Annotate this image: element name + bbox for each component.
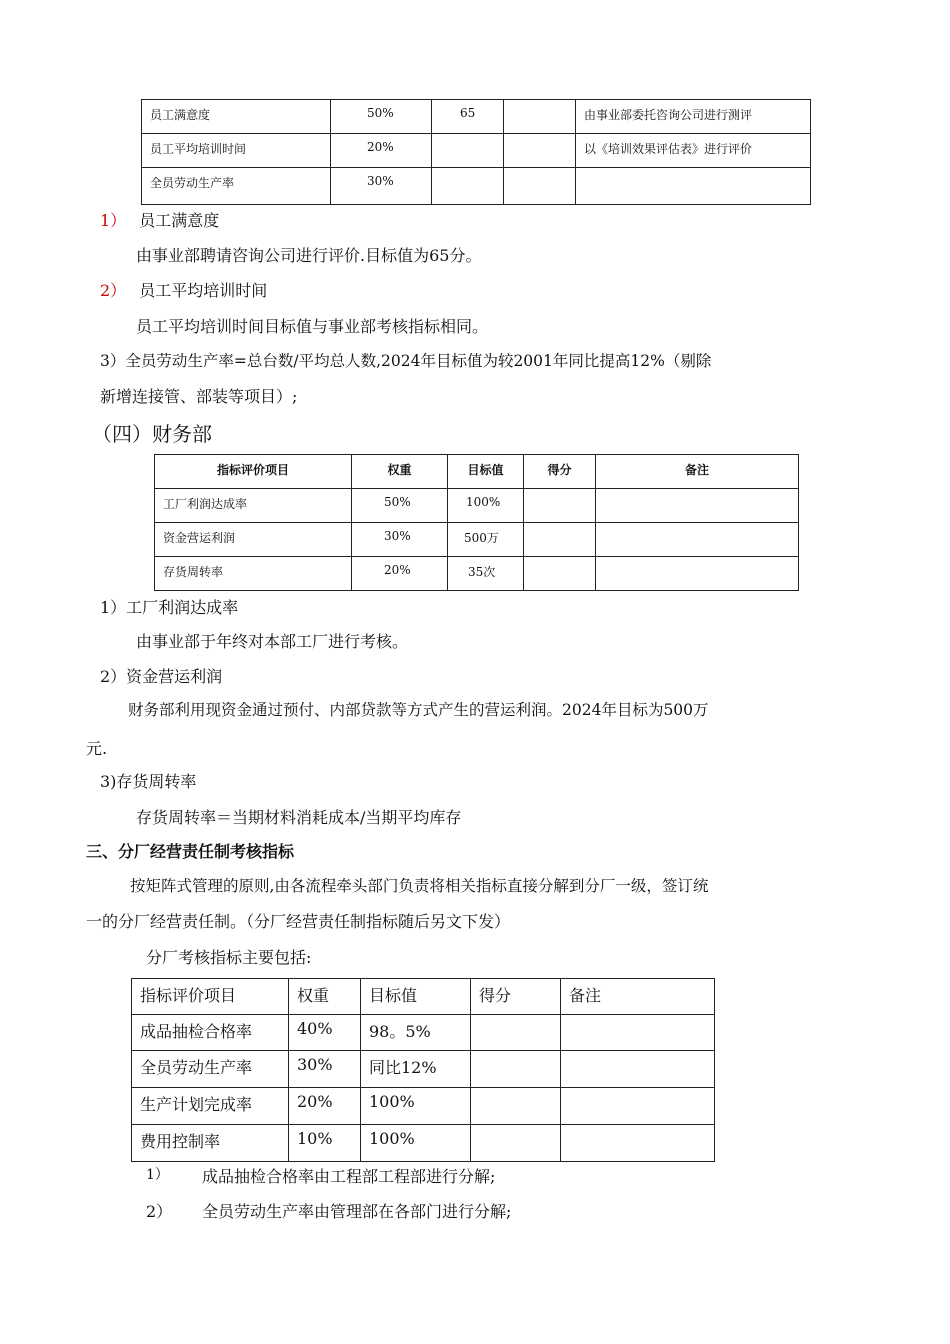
finance-item-3-body: 存货周转率＝当期材料消耗成本/当期平均库存 bbox=[136, 808, 462, 827]
table-cell bbox=[432, 168, 504, 205]
table-cell bbox=[471, 1088, 561, 1125]
table-cell bbox=[561, 1015, 715, 1051]
table-cell bbox=[471, 1015, 561, 1051]
branch-factory-indicator-table bbox=[131, 978, 715, 1162]
table-cell: 100% bbox=[448, 489, 524, 523]
column-header: 目标值 bbox=[448, 455, 524, 489]
finance-item-1-body: 由事业部于年终对本部工厂进行考核。 bbox=[136, 632, 409, 651]
table-cell bbox=[596, 489, 799, 523]
item-number: 1） bbox=[100, 211, 127, 230]
table-cell: 20% bbox=[352, 557, 448, 591]
hr-indicator-table bbox=[141, 99, 811, 205]
hr-item-3-line2: 新增连接管、部装等项目）; bbox=[100, 387, 298, 406]
finance-heading: （四）财务部 bbox=[92, 422, 212, 446]
table-cell: 由事业部委托咨询公司进行测评 bbox=[576, 100, 811, 134]
table-cell bbox=[561, 1051, 715, 1088]
table-cell: 50% bbox=[331, 100, 432, 134]
table-cell bbox=[561, 1125, 715, 1162]
column-header: 指标评价项目 bbox=[155, 455, 352, 489]
note-number: 1） bbox=[146, 1167, 169, 1183]
section-3-para-line2: 一的分厂经营责任制。（分厂经营责任制指标随后另文下发） bbox=[86, 912, 511, 931]
table-cell: 生产计划完成率 bbox=[132, 1088, 289, 1125]
table-row bbox=[132, 1125, 715, 1162]
finance-item-1-title: 1）工厂利润达成率 bbox=[100, 598, 239, 617]
finance-item-3-title: 3)存货周转率 bbox=[100, 772, 197, 791]
table-cell: 50% bbox=[352, 489, 448, 523]
table-cell: 同比12% bbox=[361, 1051, 471, 1088]
section-3-para-line1: 按矩阵式管理的原则,由各流程牵头部门负责将相关指标直接分解到分厂一级，签订统 bbox=[130, 877, 709, 895]
table-cell: 98。5% bbox=[361, 1015, 471, 1051]
note-text: 全员劳动生产率由管理部在各部门进行分解; bbox=[202, 1202, 512, 1221]
table-cell bbox=[471, 1051, 561, 1088]
section-3-note-1 bbox=[146, 1164, 496, 1186]
column-header: 权重 bbox=[352, 455, 448, 489]
hr-item-3-line1: 3）全员劳动生产率=总台数/平均总人数,2024年目标值为较2001年同比提高12%（剔除 bbox=[100, 352, 712, 370]
table-cell: 以《培训效果评估表》进行评价 bbox=[576, 134, 811, 168]
table-cell bbox=[432, 134, 504, 168]
table-row bbox=[132, 1015, 715, 1051]
table-cell: 20% bbox=[331, 134, 432, 168]
table-cell bbox=[504, 134, 576, 168]
table-cell: 成品抽检合格率 bbox=[132, 1015, 289, 1051]
table-cell: 费用控制率 bbox=[132, 1125, 289, 1162]
section-3-note-2 bbox=[146, 1199, 512, 1222]
table-cell: 30% bbox=[331, 168, 432, 205]
section-3-heading: 三、分厂经营责任制考核指标 bbox=[86, 842, 295, 861]
table-row bbox=[155, 489, 799, 523]
table-cell: 20% bbox=[289, 1088, 361, 1125]
table-cell bbox=[561, 1088, 715, 1125]
table-cell bbox=[596, 557, 799, 591]
table-row bbox=[132, 1088, 715, 1125]
table-cell bbox=[576, 168, 811, 205]
table-cell: 员工平均培训时间 bbox=[142, 134, 331, 168]
note-text: 成品抽检合格率由工程部工程部进行分解; bbox=[202, 1167, 496, 1186]
table-cell bbox=[524, 557, 596, 591]
table-cell: 全员劳动生产率 bbox=[132, 1051, 289, 1088]
table-cell bbox=[524, 489, 596, 523]
table-cell: 存货周转率 bbox=[155, 557, 352, 591]
table-cell: 500万 bbox=[448, 523, 524, 557]
table-row bbox=[142, 100, 811, 134]
note-number: 2） bbox=[146, 1202, 173, 1221]
hr-item-1-body: 由事业部聘请咨询公司进行评价.目标值为65分。 bbox=[136, 246, 482, 265]
item-number: 2） bbox=[100, 281, 127, 300]
table-cell bbox=[596, 523, 799, 557]
hr-item-2-body: 员工平均培训时间目标值与事业部考核指标相同。 bbox=[136, 317, 489, 336]
table-cell: 工厂利润达成率 bbox=[155, 489, 352, 523]
item-title: 员工平均培训时间 bbox=[139, 281, 268, 300]
column-header: 目标值 bbox=[361, 979, 471, 1015]
table-row bbox=[142, 168, 811, 205]
column-header: 得分 bbox=[524, 455, 596, 489]
column-header: 得分 bbox=[471, 979, 561, 1015]
table-cell: 30% bbox=[352, 523, 448, 557]
table-cell bbox=[504, 100, 576, 134]
table-header-row bbox=[132, 979, 715, 1015]
table-cell: 全员劳动生产率 bbox=[142, 168, 331, 205]
table-cell: 员工满意度 bbox=[142, 100, 331, 134]
finance-indicator-table bbox=[154, 454, 799, 591]
finance-item-2-title: 2）资金营运利润 bbox=[100, 667, 223, 686]
table-row bbox=[132, 1051, 715, 1088]
finance-item-2-body-line1: 财务部利用现资金通过预付、内部贷款等方式产生的营运利润。2024年目标为500万 bbox=[128, 701, 709, 719]
table-cell: 100% bbox=[361, 1088, 471, 1125]
hr-item-1-title bbox=[100, 208, 219, 231]
table-header-row bbox=[155, 455, 799, 489]
table-row bbox=[155, 557, 799, 591]
item-title: 员工满意度 bbox=[139, 211, 220, 230]
hr-item-2-title bbox=[100, 278, 267, 301]
column-header: 指标评价项目 bbox=[132, 979, 289, 1015]
column-header: 备注 bbox=[561, 979, 715, 1015]
table-cell bbox=[524, 523, 596, 557]
table-cell: 100% bbox=[361, 1125, 471, 1162]
column-header: 权重 bbox=[289, 979, 361, 1015]
table-cell bbox=[471, 1125, 561, 1162]
table-cell: 35次 bbox=[448, 557, 524, 591]
table-cell: 65 bbox=[432, 100, 504, 134]
table-row bbox=[142, 134, 811, 168]
table-cell: 40% bbox=[289, 1015, 361, 1051]
table-cell: 10% bbox=[289, 1125, 361, 1162]
column-header: 备注 bbox=[596, 455, 799, 489]
finance-item-2-body-line2: 元. bbox=[86, 739, 108, 758]
table-cell: 资金营运利润 bbox=[155, 523, 352, 557]
table-cell bbox=[504, 168, 576, 205]
table-row bbox=[155, 523, 799, 557]
table-cell: 30% bbox=[289, 1051, 361, 1088]
section-3-intro: 分厂考核指标主要包括: bbox=[146, 948, 312, 967]
